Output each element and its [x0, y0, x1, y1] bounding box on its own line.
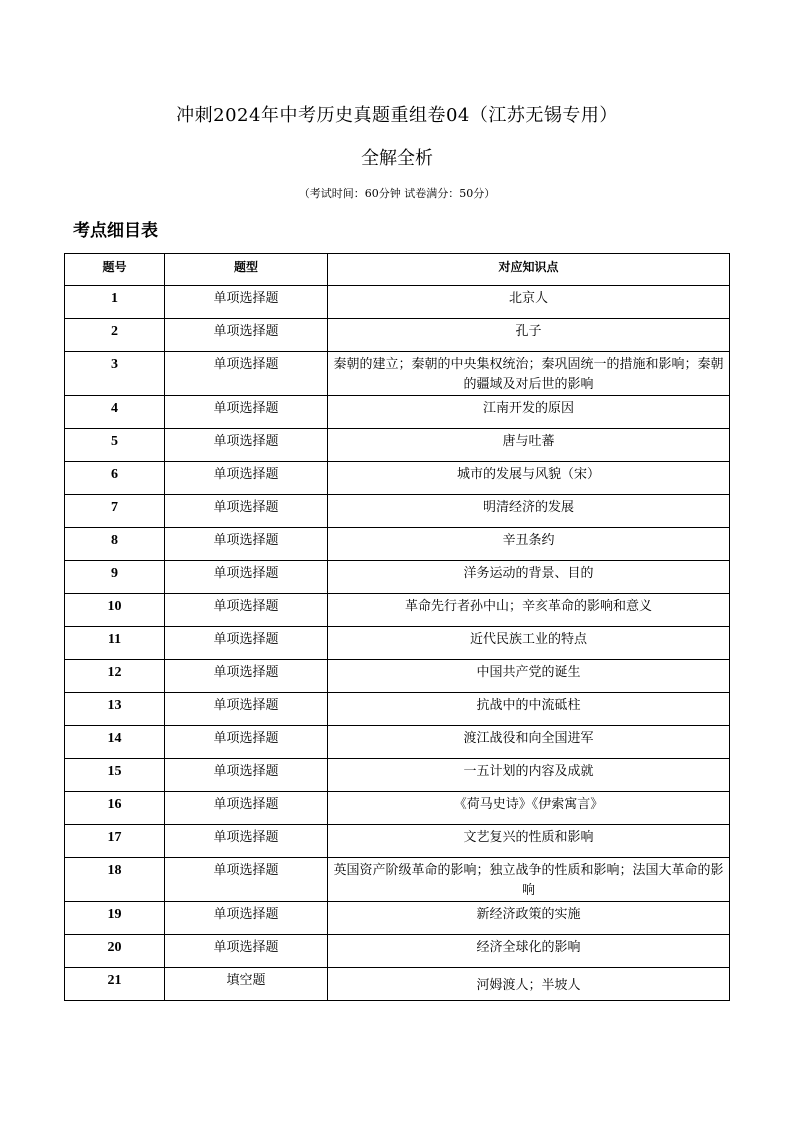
- cell-question-number: 14: [65, 726, 165, 759]
- cell-question-number: 10: [65, 594, 165, 627]
- cell-question-number: 8: [65, 528, 165, 561]
- cell-question-type: 单项选择题: [165, 858, 328, 902]
- table-row: [65, 594, 730, 627]
- cell-question-number: 11: [65, 627, 165, 660]
- cell-question-number: 9: [65, 561, 165, 594]
- table-row: [65, 825, 730, 858]
- document-title: 冲刺2024年中考历史真题重组卷04（江苏无锡专用）: [176, 105, 618, 126]
- cell-question-number: 16: [65, 792, 165, 825]
- cell-knowledge-point: 抗战中的中流砥柱: [328, 693, 730, 726]
- cell-knowledge-point: 《荷马史诗》《伊索寓言》: [328, 792, 730, 825]
- cell-question-number: 15: [65, 759, 165, 792]
- cell-question-type: 单项选择题: [165, 396, 328, 429]
- cell-question-number: 3: [65, 352, 165, 396]
- cell-knowledge-point: 洋务运动的背景、目的: [328, 561, 730, 594]
- cell-question-type: 单项选择题: [165, 594, 328, 627]
- cell-knowledge-point: 秦朝的建立；秦朝的中央集权统治；秦巩固统一的措施和影响；秦朝的疆域及对后世的影响: [328, 352, 730, 396]
- cell-question-type: 单项选择题: [165, 627, 328, 660]
- cell-question-number: 1: [65, 286, 165, 319]
- table-row: [65, 902, 730, 935]
- cell-question-type: 单项选择题: [165, 528, 328, 561]
- cell-knowledge-point: 中国共产党的诞生: [328, 660, 730, 693]
- cell-knowledge-point: 北京人: [328, 286, 730, 319]
- table-row: [65, 495, 730, 528]
- table-row: [65, 968, 730, 1001]
- cell-knowledge-point: 河姆渡人；半坡人: [328, 968, 730, 1001]
- knowledge-point-table: [64, 253, 730, 1001]
- cell-question-number: 5: [65, 429, 165, 462]
- cell-question-type: 单项选择题: [165, 902, 328, 935]
- table-header-row: [65, 254, 730, 286]
- header-question-type: 题型: [165, 254, 328, 286]
- cell-question-type: 单项选择题: [165, 693, 328, 726]
- cell-knowledge-point: 辛丑条约: [328, 528, 730, 561]
- cell-question-type: 单项选择题: [165, 286, 328, 319]
- cell-knowledge-point: 江南开发的原因: [328, 396, 730, 429]
- table-row: [65, 660, 730, 693]
- cell-question-number: 13: [65, 693, 165, 726]
- table-row: [65, 528, 730, 561]
- table-row: [65, 627, 730, 660]
- cell-question-number: 2: [65, 319, 165, 352]
- cell-question-type: 单项选择题: [165, 462, 328, 495]
- header-question-number: 题号: [65, 254, 165, 286]
- cell-question-type: 单项选择题: [165, 352, 328, 396]
- cell-question-type: 单项选择题: [165, 935, 328, 968]
- cell-question-number: 18: [65, 858, 165, 902]
- cell-question-number: 12: [65, 660, 165, 693]
- table-row: [65, 858, 730, 902]
- section-heading: 考点细目表: [73, 221, 158, 241]
- exam-info: （考试时间：60分钟 试卷满分：50分）: [298, 187, 496, 200]
- cell-question-number: 7: [65, 495, 165, 528]
- cell-knowledge-point: 新经济政策的实施: [328, 902, 730, 935]
- cell-knowledge-point: 文艺复兴的性质和影响: [328, 825, 730, 858]
- cell-knowledge-point: 英国资产阶级革命的影响；独立战争的性质和影响；法国大革命的影响: [328, 858, 730, 902]
- table-row: [65, 759, 730, 792]
- cell-question-type: 单项选择题: [165, 429, 328, 462]
- cell-knowledge-point: 城市的发展与风貌（宋）: [328, 462, 730, 495]
- table-row: [65, 693, 730, 726]
- cell-question-type: 单项选择题: [165, 825, 328, 858]
- cell-question-number: 20: [65, 935, 165, 968]
- table-row: [65, 462, 730, 495]
- cell-knowledge-point: 唐与吐蕃: [328, 429, 730, 462]
- cell-question-type: 单项选择题: [165, 660, 328, 693]
- cell-question-type: 单项选择题: [165, 726, 328, 759]
- cell-knowledge-point: 一五计划的内容及成就: [328, 759, 730, 792]
- cell-question-number: 4: [65, 396, 165, 429]
- table-row: [65, 286, 730, 319]
- cell-knowledge-point: 孔子: [328, 319, 730, 352]
- cell-knowledge-point: 革命先行者孙中山；辛亥革命的影响和意义: [328, 594, 730, 627]
- cell-question-number: 6: [65, 462, 165, 495]
- header-knowledge-point: 对应知识点: [328, 254, 730, 286]
- cell-question-type: 单项选择题: [165, 792, 328, 825]
- table-row: [65, 726, 730, 759]
- cell-question-type: 单项选择题: [165, 561, 328, 594]
- table-row: [65, 352, 730, 396]
- document-subtitle: 全解全析: [361, 148, 433, 169]
- cell-question-type: 单项选择题: [165, 319, 328, 352]
- cell-question-number: 17: [65, 825, 165, 858]
- table-row: [65, 429, 730, 462]
- table-row: [65, 396, 730, 429]
- table-row: [65, 319, 730, 352]
- cell-knowledge-point: 明清经济的发展: [328, 495, 730, 528]
- cell-question-type: 单项选择题: [165, 759, 328, 792]
- cell-knowledge-point: 渡江战役和向全国进军: [328, 726, 730, 759]
- cell-question-number: 21: [65, 968, 165, 1001]
- table-row: [65, 792, 730, 825]
- cell-knowledge-point: 近代民族工业的特点: [328, 627, 730, 660]
- cell-question-number: 19: [65, 902, 165, 935]
- cell-question-type: 填空题: [165, 968, 328, 1001]
- cell-question-type: 单项选择题: [165, 495, 328, 528]
- table-body: [65, 286, 730, 1001]
- table-row: [65, 561, 730, 594]
- cell-knowledge-point: 经济全球化的影响: [328, 935, 730, 968]
- table-row: [65, 935, 730, 968]
